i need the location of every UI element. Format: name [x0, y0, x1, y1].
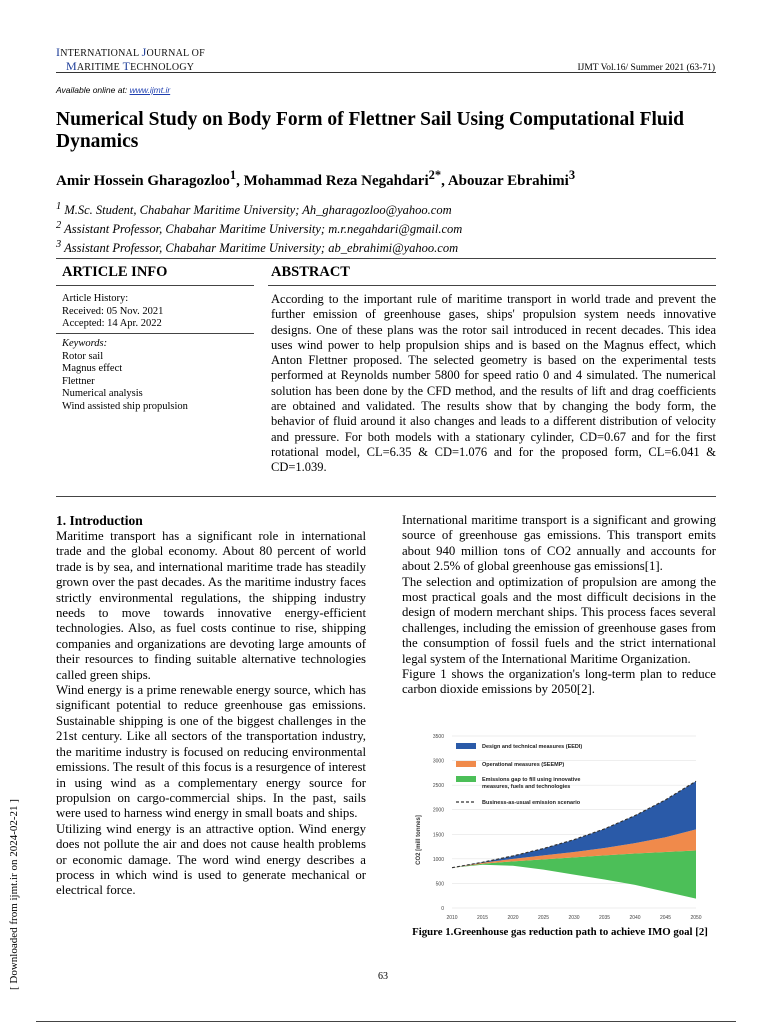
- journal-initial: J: [141, 45, 147, 59]
- journal-link[interactable]: www.ijmt.ir: [129, 85, 171, 95]
- legend-label: Design and technical measures (EEDI): [482, 744, 583, 750]
- chart-legend: [456, 743, 582, 806]
- legend-swatch: [456, 743, 476, 749]
- info-top-rule: [56, 258, 716, 259]
- abstract-text: According to the important rule of maritime transport in world trade and prevent the further emission of greenhouse gases, ships' propulsion system needs innovative designs. One of these plans was the rotor sail introduced in recent decades. This idea uses wind power to help propulsion ships and is based on the Magnus effect, which Anton Flettner proposed. The selected geometry is based on the experimental tests performed at Reynolds number 5800 for speed ratio 0 and 4 simulated. The numerical solution has been done by the CFD method, and the results of lift and drag coefficients are obtained and validated. The results show that by changing the body form, the behavior of fluid around it also changes and leads to a different distribution of velocity and pressure. For both models with a stationary cylinder, CD=0.67 and for the first rotational model, CL=6.35 & CD=1.076 and for the proposed form, CL=6.041 & CD=1.039.: [271, 292, 716, 475]
- y-tick-label: 500: [435, 881, 444, 888]
- affiliations: [56, 199, 462, 256]
- x-tick-label: 2015: [476, 915, 489, 921]
- journal-word: ECHNOLOGY: [130, 62, 195, 73]
- affiliation-text: Assistant Professor, Chabahar Maritime University; m.r.negahdari@gmail.com: [61, 222, 463, 237]
- legend-label: measures, fuels and technologies: [482, 784, 571, 790]
- keywords-block: [62, 338, 188, 413]
- affiliation: [56, 237, 462, 256]
- journal-initial: I: [56, 45, 61, 59]
- x-tick-label: 2010: [446, 915, 458, 921]
- intro-heading: 1. Introduction: [56, 513, 143, 528]
- author-name: Mohammad Reza Negahdari: [243, 173, 429, 189]
- chart-areas: [452, 781, 696, 898]
- keyword: Flettner: [62, 375, 95, 387]
- author-name: Amir Hossein Gharagozloo: [56, 173, 230, 189]
- journal-word: ARITIME: [76, 62, 123, 73]
- article-info-heading: ARTICLE INFO: [62, 264, 168, 280]
- affiliation-num: 2: [56, 220, 62, 232]
- y-tick-label: 2500: [432, 783, 444, 790]
- paper-title: Numerical Study on Body Form of Flettner Sail Using Computational Fluid Dynamics: [56, 109, 685, 152]
- journal-word: NTERNATIONAL: [60, 48, 142, 59]
- affiliation: [56, 218, 462, 237]
- author-sep: ,: [236, 173, 244, 189]
- article-history: [62, 293, 163, 331]
- emissions-chart: [406, 730, 706, 925]
- abstract-heading: ABSTRACT: [271, 264, 350, 280]
- header-rule: [56, 72, 716, 73]
- intro-paragraph: Wind energy is a prime renewable energy source, which has significant potential to reduce greenhouse gas emissions. Sustainable shipping is one of the biggest challenges in the 21st century. Like all sectors of the transportation industry, the maritime industry is focused on reducing environmental emissions. The result of this focus is a resurgence of interest in using wind as a complementary energy source for propulsion on cargo-commercial ships. In the past, sails were used to harness wind energy in small boats and ships.: [56, 683, 366, 821]
- intro-paragraph: Figure 1 shows the organization's long-term plan to reduce carbon dioxide emissions by 2050[2].: [402, 667, 716, 697]
- x-tick-label: 2020: [507, 915, 519, 921]
- y-tick-label: 0: [441, 906, 444, 912]
- info-bottom-rule: [56, 496, 716, 497]
- author-sup: 2*: [428, 168, 442, 182]
- x-tick-label: 2025: [537, 915, 550, 921]
- available-online: [56, 85, 170, 95]
- keyword: Wind assisted ship propulsion: [62, 400, 188, 412]
- legend-label: Operational measures (SEEMP): [482, 762, 565, 768]
- x-tick-label: 2045: [659, 915, 672, 921]
- y-tick-label: 3500: [432, 734, 444, 740]
- legend-swatch: [456, 776, 476, 782]
- history-label: Article History:: [62, 293, 129, 304]
- author-list: [56, 168, 575, 190]
- x-tick-label: 2050: [690, 915, 702, 921]
- intro-paragraph: International maritime transport is a significant and growing source of greenhouse gas emissions. This transport emits about 940 million tons of CO2 annually and accounts for about 2.5% of global greenhouse gas emissions[1].: [402, 513, 716, 574]
- author-name: Abouzar Ebrahimi: [447, 173, 569, 189]
- legend-label: Business-as-usual emission scenario: [482, 800, 581, 806]
- footer-rule: [36, 1021, 736, 1022]
- keyword: Rotor sail: [62, 350, 104, 362]
- info-heading-rule: [56, 285, 254, 286]
- intro-paragraph: Utilizing wind energy is an attractive option. Wind energy does not pollute the air and does not cause health problems or economic damage. The word wind energy describes a process in which wind is used to generate mechanical or electrical force.: [56, 821, 366, 898]
- intro-paragraph: Maritime transport has a significant role in international trade and the global economy. About 80 percent of world trade is by sea, and international maritime trade has steadily grown over the past decades. As the maritime industry faces strictly environmental regulations, the shipping industry needs to move towards innovative energy-efficient technologies. Also, as fuel costs continue to rise, shipping companies and organizations are devoting large amounts of their resources to finding suitable alternative technologies called green ships.: [56, 529, 366, 682]
- right-column: [402, 513, 716, 698]
- y-tick-label: 1500: [432, 832, 444, 839]
- history-rule: [56, 333, 254, 334]
- affiliation: [56, 199, 462, 218]
- affiliation-num: 3: [56, 239, 62, 251]
- y-tick-label: 2000: [432, 807, 444, 814]
- x-tick-label: 2030: [568, 915, 580, 921]
- keyword: Magnus effect: [62, 363, 123, 374]
- received-date: Received: 05 Nov. 2021: [62, 305, 164, 317]
- x-tick-label: 2035: [598, 915, 611, 921]
- journal-word: OURNAL OF: [146, 48, 205, 59]
- available-label: Available online at:: [56, 85, 130, 95]
- affiliation-text: M.Sc. Student, Chabahar Maritime University; Ah_gharagozloo@yahoo.com: [61, 203, 452, 218]
- intro-paragraph: The selection and optimization of propulsion are among the most practical goals and the most difficult decisions in the design of modern merchant ships. This process faces several challenges, including the emission of greenhouse gases from the consumption of fossil fuels and the strict international legal system of the International Maritime Organization.: [402, 574, 716, 666]
- legend-label: Emissions gap to fill using innovative: [482, 777, 581, 783]
- journal-issue: IJMT Vol.16/ Summer 2021 (63-71): [577, 63, 715, 73]
- y-tick-label: 3000: [432, 758, 444, 765]
- accepted-date: Accepted: 14 Apr. 2022: [62, 318, 162, 329]
- area-emissions-gap: [452, 851, 696, 899]
- page-number: 63: [378, 971, 388, 982]
- abstract-heading-rule: [268, 285, 716, 286]
- x-tick-label: 2040: [629, 915, 641, 921]
- left-column: [56, 513, 366, 899]
- journal-name: [56, 46, 205, 74]
- y-axis-label: CO2 [mill tonnes]: [416, 815, 422, 865]
- journal-initial: T: [122, 59, 131, 73]
- affiliation-num: 1: [56, 201, 62, 212]
- author-sup: 1: [229, 168, 237, 182]
- y-tick-label: 1000: [432, 856, 444, 863]
- figure-caption: Figure 1.Greenhouse gas reduction path to achieve IMO goal [2]: [412, 926, 708, 938]
- author-sup: 3: [568, 168, 576, 182]
- journal-initial: M: [66, 59, 77, 73]
- keywords-label: Keywords:: [62, 338, 108, 349]
- download-stamp: [ Downloaded from ijmt.ir on 2024-02-21 ]: [8, 799, 20, 990]
- author-sep: ,: [441, 173, 448, 189]
- affiliation-text: Assistant Professor, Chabahar Maritime University; ab_ebrahimi@yahoo.com: [61, 241, 459, 256]
- legend-swatch: [456, 761, 476, 767]
- keyword: Numerical analysis: [62, 388, 143, 399]
